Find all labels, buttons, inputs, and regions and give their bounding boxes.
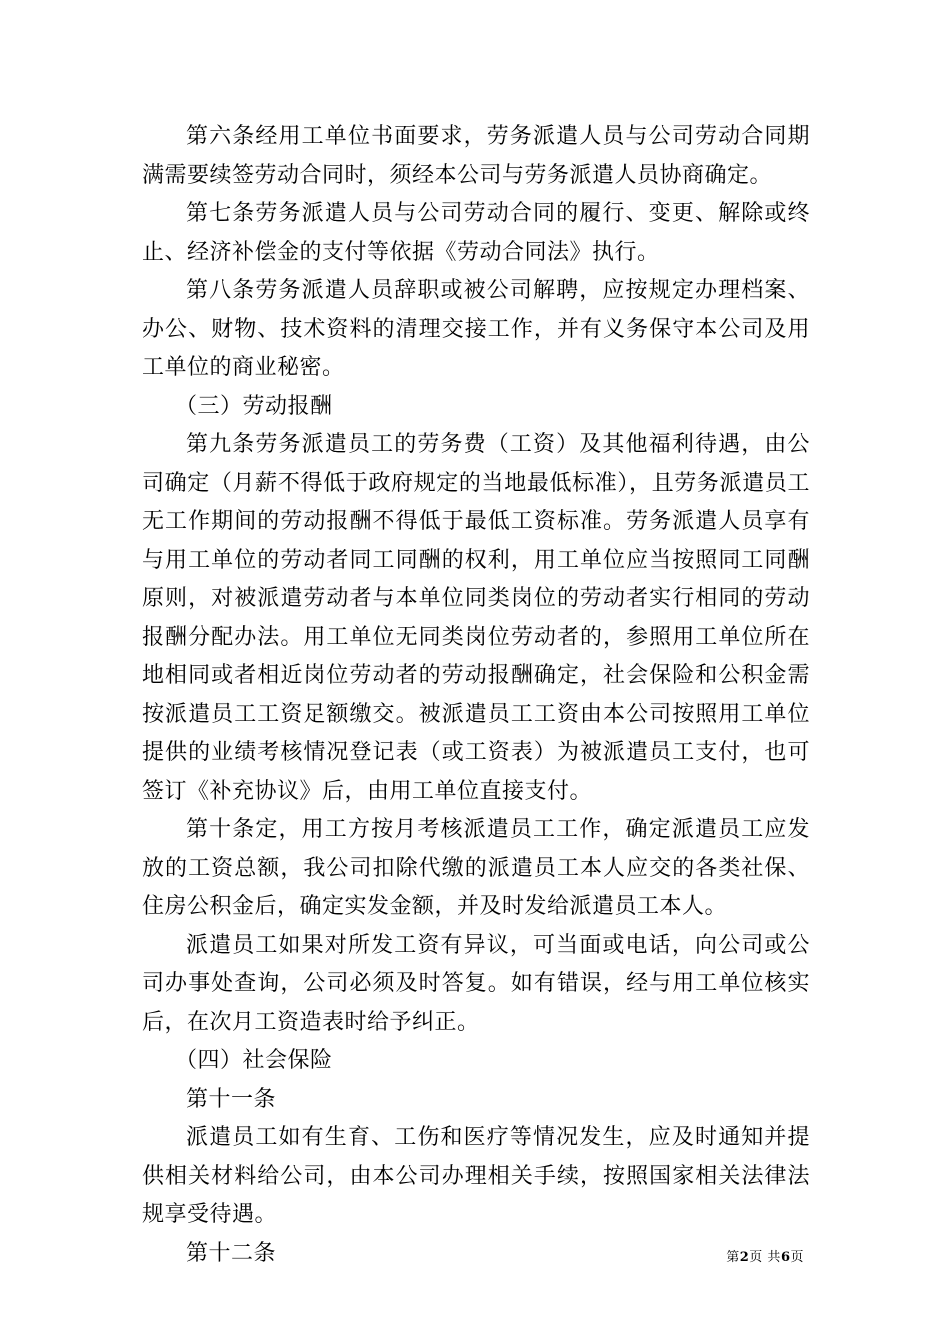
article-12-title: 第十二条 [186, 1240, 277, 1266]
page-number-footer [726, 1250, 804, 1266]
wage-objection-paragraph: 派遣员工如果对所发工资有异议，可当面或电话，向公司或公司办事处查询，公司必须及时答复。如有错误，经与用工单位核实后，在次月工资造表时给予纠正。 [142, 932, 810, 1035]
article-10: 第十条定，用工方按月考核派遣员工工作，确定派遣员工应发放的工资总额，我公司扣除代缴的派遣员工本人应交的各类社保、住房公积金后，确定实发金额，并及时发给派遣员工本人。 [142, 817, 810, 919]
document-body [142, 118, 810, 1273]
section-heading-social-insurance: （四）社会保险 [175, 1048, 333, 1073]
total-page-number: 6 [780, 1250, 791, 1265]
current-page-number: 2 [739, 1250, 750, 1265]
article-11-body: 派遣员工如有生育、工伤和医疗等情况发生，应及时通知并提供相关材料给公司，由本公司办理相关手续，按照国家相关法律法规享受待遇。 [142, 1125, 810, 1227]
article-9: 第九条劳务派遣员工的劳务费（工资）及其他福利待遇，由公司确定（月薪不得低于政府规定的当地最低标准），且劳务派遣员工无工作期间的劳动报酬不得低于最低工资标准。劳务派遣人员享有与用工单位的劳动者同工同酬的权利，用工单位应当按照同工同酬原则，对被派遣劳动者与本单位同类岗位的劳动者实行相同的劳动报酬分配办法。用工单位无同类岗位劳动者的，参照用工单位所在地相同或者相近岗位劳动者的劳动报酬确定，社会保险和公积金需按派遣员工工资足额缴交。被派遣员工工资由本公司按照用工单位提供的业绩考核情况登记表（或工资表）为被派遣员工支付，也可签订《补充协议》后，由用工单位直接支付。 [142, 432, 810, 804]
article-7: 第七条劳务派遣人员与公司劳动合同的履行、变更、解除或终止、经济补偿金的支付等依据《劳动合同法》执行。 [142, 201, 810, 265]
article-11-title: 第十一条 [186, 1086, 277, 1112]
section-heading-labor-pay: （三）劳动报酬 [175, 393, 333, 419]
article-8: 第八条劳务派遣人员辞职或被公司解聘，应按规定办理档案、办公、财物、技术资料的清理交接工作，并有义务保守本公司及用工单位的商业秘密。 [142, 278, 810, 380]
article-6: 第六条经用工单位书面要求，劳务派遣人员与公司劳动合同期满需要续签劳动合同时，须经本公司与劳务派遣人员协商确定。 [142, 124, 810, 188]
footer-middle: 页 共 [749, 1250, 781, 1265]
footer-suffix: 页 [790, 1250, 804, 1265]
footer-prefix: 第 [726, 1250, 740, 1265]
